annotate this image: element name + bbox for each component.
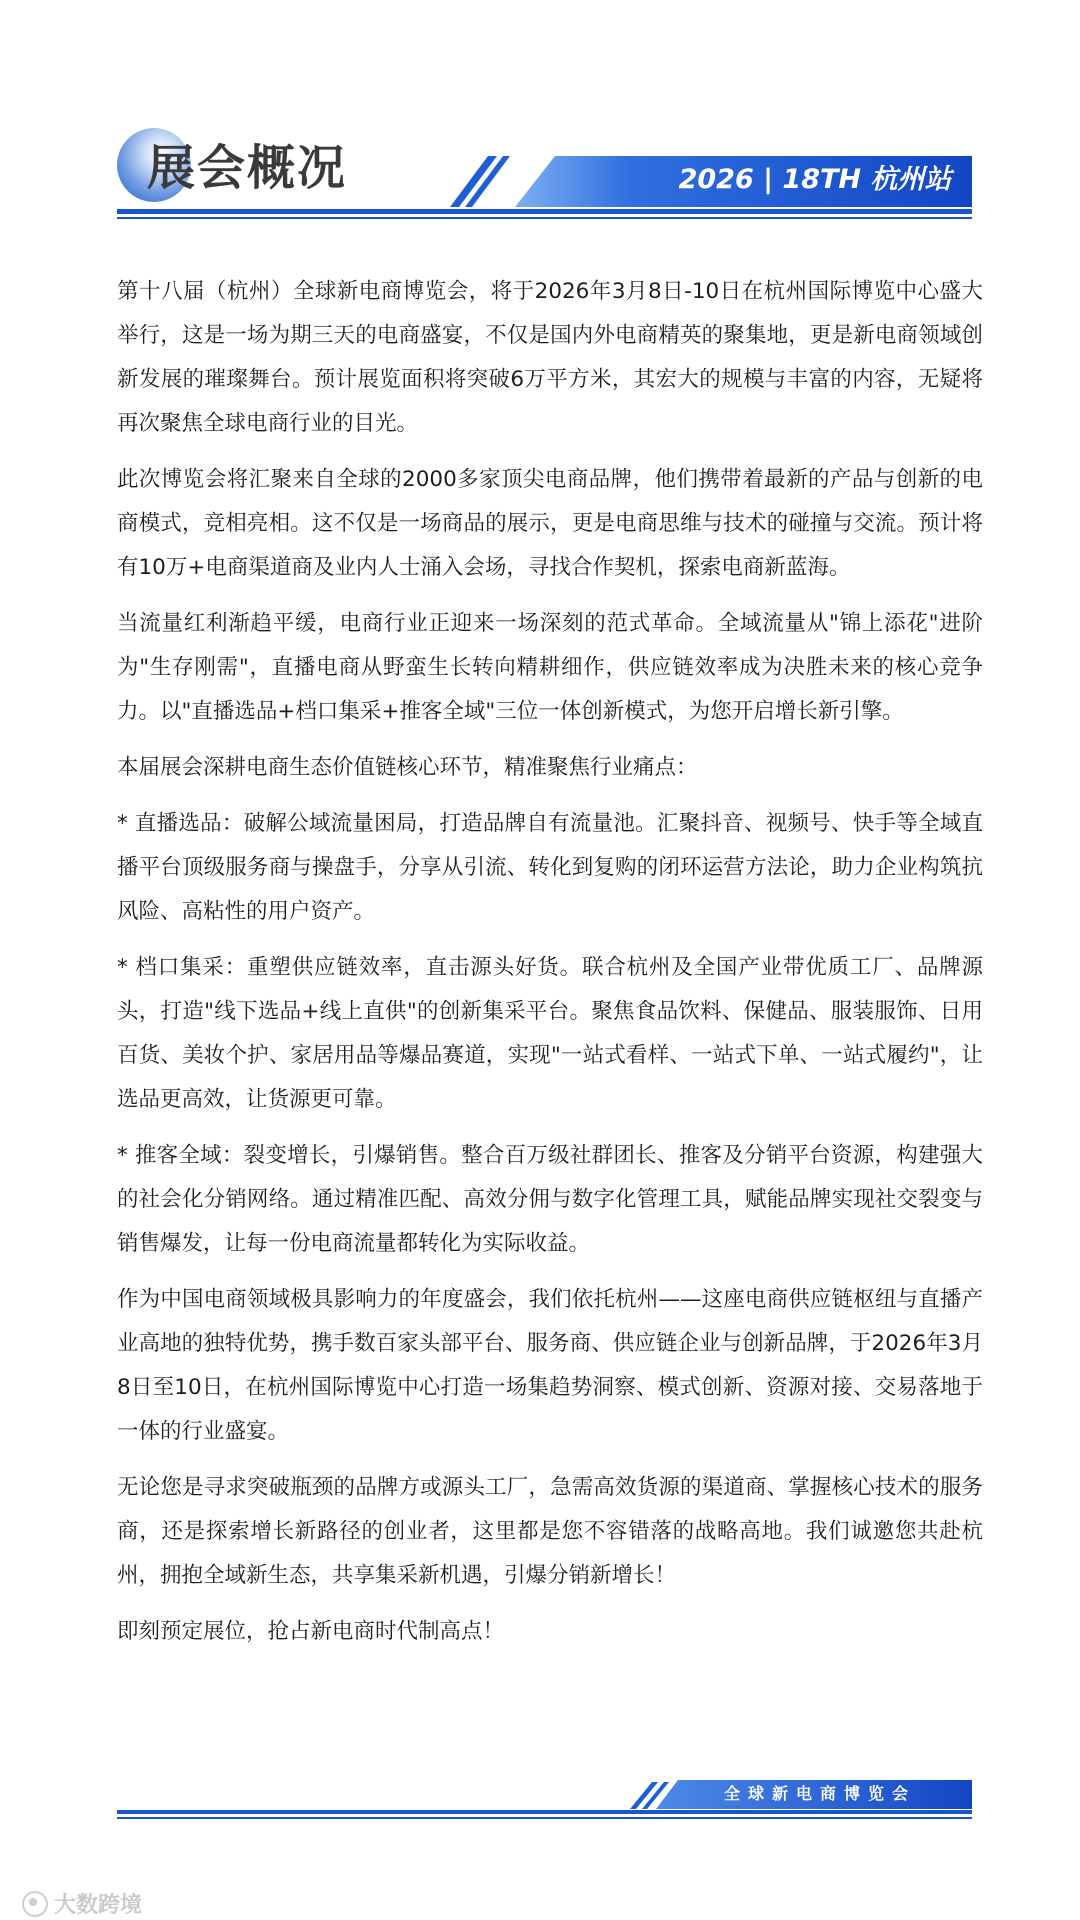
page-header xyxy=(0,0,1080,240)
paragraph: 第十八届（杭州）全球新电商博览会，将于2026年3月8日-10日在杭州国际博览中心盛大举行，这是一场为期三天的电商盛宴，不仅是国内外电商精英的聚集地，更是新电商领域创新发展的璀璨舞台。预计展览面积将突破6万平方米，其宏大的规模与丰富的内容，无疑将再次聚焦全球电商行业的目光。 xyxy=(117,279,983,436)
bullet-paragraph: * 档口集采：重塑供应链效率，直击源头好货。联合杭州及全国产业带优质工厂、品牌源头，打造"线下选品+线上直供"的创新集采平台。聚焦食品饮料、保健品、服装服饰、日用百货、美妆个护、家居用品等爆品赛道，实现"一站式看样、一站式下单、一站式履约"，让选品更高效，让货源更可靠。 xyxy=(117,955,983,1112)
bullet-paragraph: * 直播选品：破解公域流量困局，打造品牌自有流量池。汇聚抖音、视频号、快手等全域直播平台顶级服务商与操盘手，分享从引流、转化到复购的闭环运营方法论，助力企业构筑抗风险、高粘性的用户资产。 xyxy=(117,811,983,924)
header-rule-thin xyxy=(117,217,972,219)
header-banner-graphic xyxy=(0,0,1080,240)
footer-label: 全球新电商博览会 xyxy=(723,1784,916,1803)
edition-badge: 2026 | 18TH 杭州站 xyxy=(678,164,952,195)
paragraph: 当流量红利渐趋平缓，电商行业正迎来一场深刻的范式革命。全域流量从"锦上添花"进阶为"生存刚需"，直播电商从野蛮生长转向精耕细作，供应链效率成为决胜未来的核心竞争力。以"直播选品+档口集采+推客全域"三位一体创新模式，为您开启增长新引擎。 xyxy=(117,611,983,724)
closing-line: 即刻预定展位，抢占新电商时代制高点！ xyxy=(117,1619,505,1644)
bullet-paragraph: * 推客全域：裂变增长，引爆销售。整合百万级社群团长、推客及分销平台资源，构建强大的社会化分销网络。通过精准匹配、高效分佣与数字化管理工具，赋能品牌实现社交裂变与销售爆发，让每一份电商流量都转化为实际收益。 xyxy=(117,1143,983,1256)
paragraph: 作为中国电商领域极具影响力的年度盛会，我们依托杭州——这座电商供应链枢纽与直播产业高地的独特优势，携手数百家头部平台、服务商、供应链企业与创新品牌，于2026年3月8日至10日，在杭州国际博览中心打造一场集趋势洞察、模式创新、资源对接、交易落地于一体的行业盛宴。 xyxy=(117,1287,983,1444)
footer-rule-thin xyxy=(117,1817,972,1819)
paragraph: 本届展会深耕电商生态价值链核心环节，精准聚焦行业痛点： xyxy=(117,755,698,780)
watermark xyxy=(22,1888,142,1919)
header-rule-thick xyxy=(117,209,972,214)
watermark-text: 大数跨境 xyxy=(54,1893,143,1918)
paragraph: 此次博览会将汇聚来自全球的2000多家顶尖电商品牌，他们携带着最新的产品与创新的电商模式，竞相亮相。这不仅是一场商品的展示，更是电商思维与技术的碰撞与交流。预计将有10万+电商渠道商及业内人士涌入会场，寻找合作契机，探索电商新蓝海。 xyxy=(117,467,983,580)
footer-rule-thick xyxy=(117,1810,972,1814)
paragraph: 无论您是寻求突破瓶颈的品牌方或源头工厂，急需高效货源的渠道商、掌握核心技术的服务商，还是探索增长新路径的创业者，这里都是您不容错落的战略高地。我们诚邀您共赴杭州，拥抱全域新生态，共享集采新机遇，引爆分销新增长！ xyxy=(117,1475,983,1588)
watermark-logo-icon xyxy=(22,1891,48,1917)
page-title: 展会概况 xyxy=(147,140,348,196)
overview-content xyxy=(117,270,983,1666)
